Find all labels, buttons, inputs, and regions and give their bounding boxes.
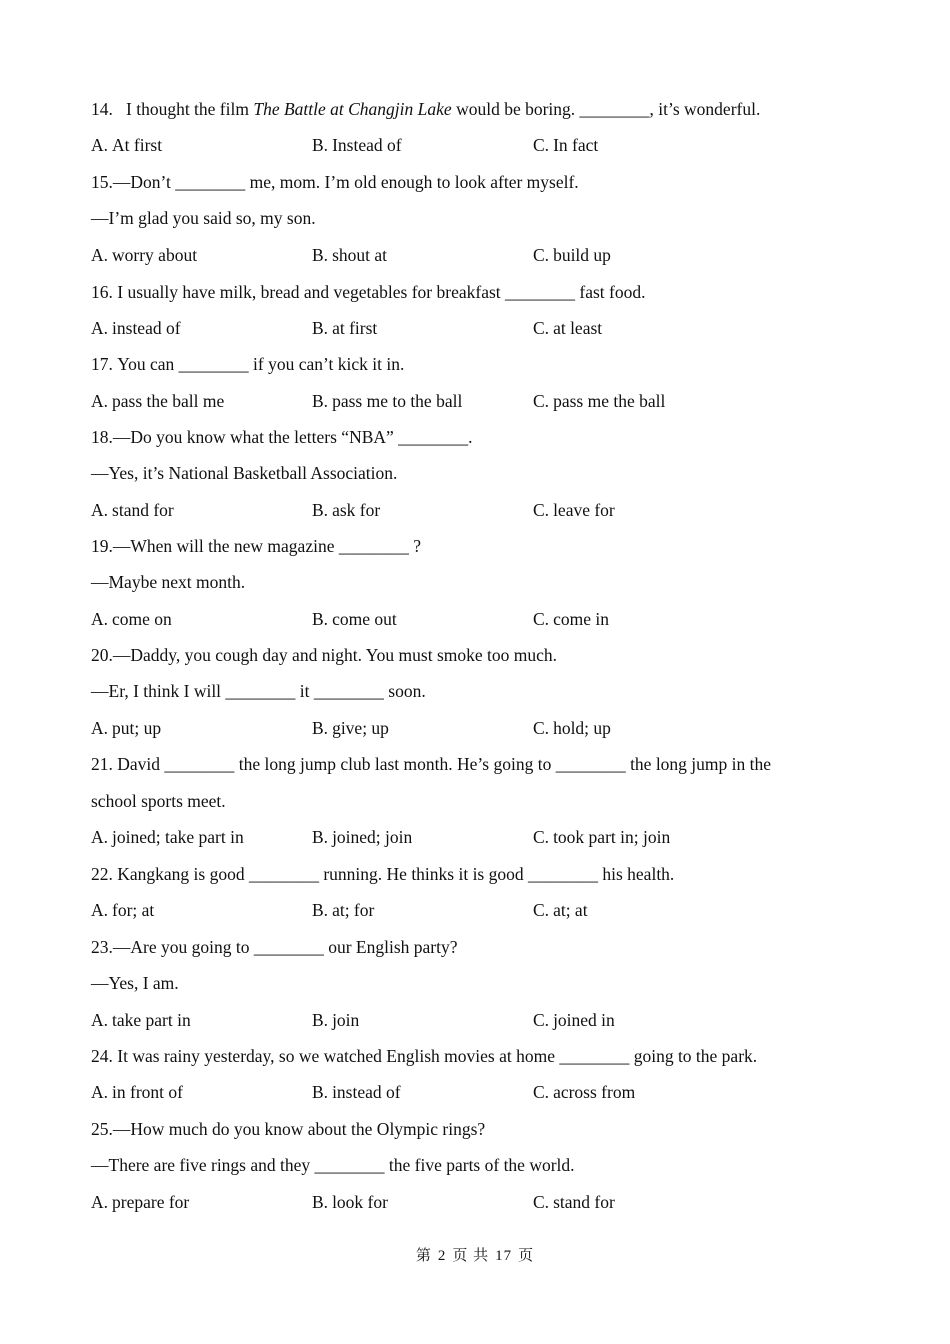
option-a: A. take part in — [91, 1010, 191, 1030]
question-15-reply: —I’m glad you said so, my son. — [91, 208, 316, 228]
question-21-stem-continued: school sports meet. — [91, 791, 226, 811]
question-21-stem: 21. David ________ the long jump club last month. He’s going to ________ the long jump in the — [91, 754, 772, 774]
option-b: B. give; up — [312, 718, 389, 738]
option-a: A. pass the ball me — [91, 391, 225, 411]
option-c: C. joined in — [533, 1010, 615, 1030]
question-19-stem: 19.—When will the new magazine ________ ? — [91, 536, 421, 556]
question-number: 25. — [91, 1119, 113, 1139]
option-c: C. across from — [533, 1082, 636, 1102]
option-a: A. put; up — [91, 718, 162, 738]
option-b: B. joined; join — [312, 827, 413, 847]
option-c: C. took part in; join — [533, 827, 671, 847]
total-pages: 17 — [495, 1248, 513, 1264]
question-19-reply: —Maybe next month. — [91, 572, 246, 592]
option-a: A. come on — [91, 609, 172, 629]
option-a: A. prepare for — [91, 1192, 190, 1212]
option-c: C. pass me the ball — [533, 391, 666, 411]
option-c: C. hold; up — [533, 718, 611, 738]
question-number: 14. — [91, 99, 113, 119]
question-18-reply: —Yes, it’s National Basketball Association. — [91, 463, 398, 483]
question-16-stem: 16. I usually have milk, bread and vegetables for breakfast ________ fast food. — [91, 282, 646, 302]
question-22-stem: 22. Kangkang is good ________ running. He thinks it is good ________ his health. — [91, 864, 675, 884]
option-c: C. build up — [533, 245, 611, 265]
question-20-stem: 20.—Daddy, you cough day and night. You must smoke too much. — [91, 645, 557, 665]
option-b: B. look for — [312, 1192, 388, 1212]
question-18-stem: 18.—Do you know what the letters “NBA” ________. — [91, 427, 473, 447]
question-23-reply: —Yes, I am. — [91, 973, 179, 993]
question-number: 16. — [91, 282, 113, 302]
option-b: B. join — [312, 1010, 360, 1030]
question-17-stem: 17. You can ________ if you can’t kick it in. — [91, 354, 405, 374]
question-number: 21. — [91, 754, 113, 774]
question-number: 20. — [91, 645, 113, 665]
question-25-stem: 25.—How much do you know about the Olympic rings? — [91, 1119, 486, 1139]
option-c: C. at least — [533, 318, 603, 338]
film-title: The Battle at Changjin Lake — [253, 99, 452, 119]
option-b: B. instead of — [312, 1082, 401, 1102]
option-a: A. for; at — [91, 900, 155, 920]
question-number: 18. — [91, 427, 113, 447]
option-c: C. come in — [533, 609, 609, 629]
option-b: B. come out — [312, 609, 397, 629]
option-c: C. at; at — [533, 900, 588, 920]
option-a: A. stand for — [91, 500, 174, 520]
question-23-stem: 23.—Are you going to ________ our English party? — [91, 937, 458, 957]
option-b: B. ask for — [312, 500, 381, 520]
option-b: B. Instead of — [312, 135, 402, 155]
option-c: C. leave for — [533, 500, 615, 520]
option-a: A. in front of — [91, 1082, 183, 1102]
question-number: 17. — [91, 354, 113, 374]
question-15-stem: 15.—Don’t ________ me, mom. I’m old enough to look after myself. — [91, 172, 579, 192]
question-number: 22. — [91, 864, 113, 884]
question-25-reply: —There are five rings and they ________ the five parts of the world. — [91, 1155, 575, 1175]
option-a: A. worry about — [91, 245, 198, 265]
question-number: 19. — [91, 536, 113, 556]
question-24-stem: 24. It was rainy yesterday, so we watched English movies at home ________ going to the park. — [91, 1046, 758, 1066]
option-a: A. joined; take part in — [91, 827, 244, 847]
option-a: A. instead of — [91, 318, 181, 338]
question-number: 23. — [91, 937, 113, 957]
page-footer: 第 2 页 共 17 页 — [415, 1248, 535, 1264]
option-b: B. at; for — [312, 900, 375, 920]
question-number: 24. — [91, 1046, 113, 1066]
question-20-reply: —Er, I think I will ________ it ________ soon. — [91, 681, 426, 701]
option-b: B. pass me to the ball — [312, 391, 463, 411]
option-a: A. At first — [91, 135, 163, 155]
option-b: B. at first — [312, 318, 378, 338]
current-page-number: 2 — [437, 1248, 447, 1264]
option-c: C. stand for — [533, 1192, 615, 1212]
option-b: B. shout at — [312, 245, 387, 265]
option-c: C. In fact — [533, 135, 599, 155]
question-14-stem: 14. I thought the film The Battle at Changjin Lake would be boring. ________, it’s wonderful. — [91, 99, 761, 119]
question-number: 15. — [91, 172, 113, 192]
